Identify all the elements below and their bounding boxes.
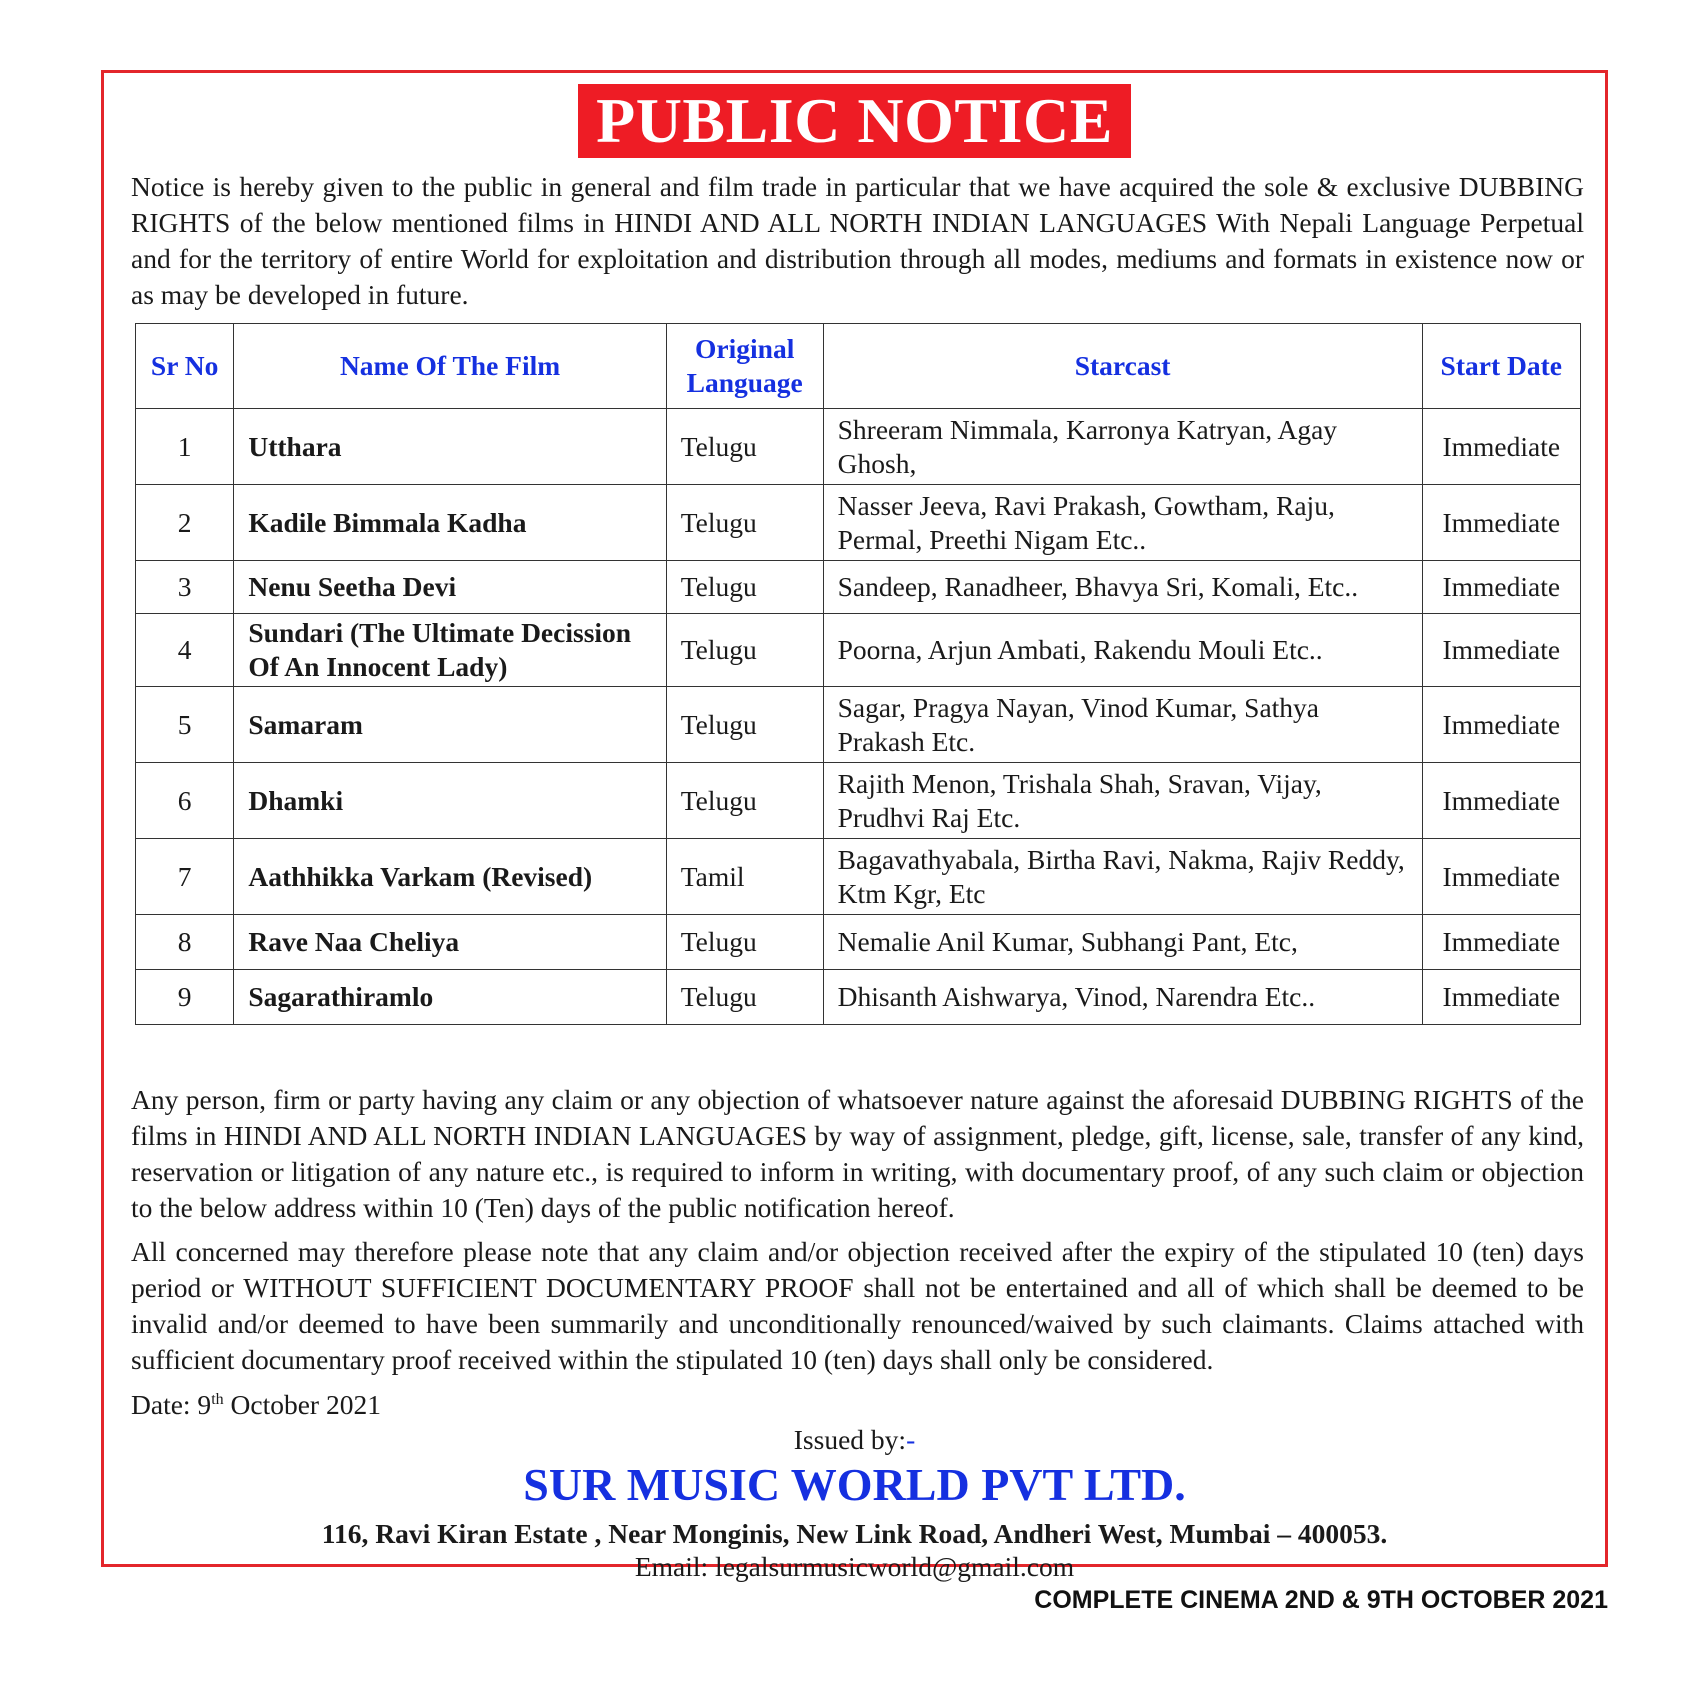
cell-film-name: Nenu Seetha Devi [234,561,666,614]
cell-sr-no: 2 [136,485,234,561]
cell-start-date: Immediate [1422,485,1581,561]
issued-by-label: Issued by: [793,1424,907,1455]
cell-starcast: Poorna, Arjun Ambati, Rakendu Mouli Etc.. [823,614,1422,687]
cell-language: Telugu [666,561,823,614]
table-row [136,970,1581,1025]
cell-sr-no: 3 [136,561,234,614]
cell-sr-no: 7 [136,839,234,915]
publication-footer: COMPLETE CINEMA 2ND & 9TH OCTOBER 2021 [1034,1586,1608,1614]
cell-starcast: Sandeep, Ranadheer, Bhavya Sri, Komali, Etc.. [823,561,1422,614]
cell-starcast: Dhisanth Aishwarya, Vinod, Narendra Etc.. [823,970,1422,1025]
cell-film-name: Sundari (The Ultimate Decission Of An Innocent Lady) [234,614,666,687]
cell-film-name: Dhamki [234,763,666,839]
cell-language: Telugu [666,763,823,839]
cell-film-name: Kadile Bimmala Kadha [234,485,666,561]
date-suffix: October 2021 [223,1389,381,1420]
cell-language: Telugu [666,409,823,485]
title-wrapper [104,84,1605,158]
table-header-row [136,324,1581,409]
header-film-name: Name Of The Film [234,324,666,409]
cell-start-date: Immediate [1422,763,1581,839]
cell-language: Tamil [666,839,823,915]
table-row [136,485,1581,561]
cell-language: Telugu [666,915,823,970]
cell-start-date: Immediate [1422,561,1581,614]
company-name: SUR MUSIC WORLD PVT LTD. [523,1459,1186,1510]
table-row [136,763,1581,839]
cell-film-name: Aathhikka Varkam (Revised) [234,839,666,915]
cell-starcast: Shreeram Nimmala, Karronya Katryan, Agay Ghosh, [823,409,1422,485]
table-row [136,839,1581,915]
header-starcast: Starcast [823,324,1422,409]
films-table [135,323,1581,1025]
company-email: Email: legalsurmusicworld@gmail.com [634,1551,1075,1582]
header-start-date: Start Date [1422,324,1581,409]
issued-by [104,1423,1605,1457]
cell-sr-no: 8 [136,915,234,970]
header-original-language [666,324,823,409]
cell-film-name: Rave Naa Cheliya [234,915,666,970]
table-row [136,409,1581,485]
cell-film-name: Sagarathiramlo [234,970,666,1025]
cell-starcast: Bagavathyabala, Birtha Ravi, Nakma, Rajiv Reddy, Ktm Kgr, Etc [823,839,1422,915]
cell-sr-no: 9 [136,970,234,1025]
objection-paragraph: Any person, firm or party having any claim or any objection of whatsoever nature against the aforesaid DUBBING RIGHTS of the films in HINDI AND ALL NORTH INDIAN LANGUAGES by way of assignment, pledge, gift, license, sale, transfer of any kind, reservation or litigation of any nature etc., is required to inform in writing, with documentary proof, of any such claim or objection to the below address within 10 (Ten) days of the public notification hereof. [131,1084,1584,1223]
cell-film-name: Samaram [234,687,666,763]
cell-language: Telugu [666,614,823,687]
cell-sr-no: 6 [136,763,234,839]
header-language-line2: Language [686,367,803,398]
cell-starcast: Nemalie Anil Kumar, Subhangi Pant, Etc, [823,915,1422,970]
cell-start-date: Immediate [1422,687,1581,763]
notice-frame [101,70,1608,1582]
cell-language: Telugu [666,970,823,1025]
cell-language: Telugu [666,485,823,561]
table-row [136,561,1581,614]
date-ordinal-suffix: th [211,1390,224,1408]
cell-sr-no: 4 [136,614,234,687]
date-prefix: Date: 9 [131,1389,212,1420]
header-sr-no: Sr No [136,324,234,409]
notice-date [131,1387,381,1423]
cell-sr-no: 5 [136,687,234,763]
notice-title: PUBLIC NOTICE [578,84,1131,158]
cell-starcast: Sagar, Pragya Nayan, Vinod Kumar, Sathya Prakash Etc. [823,687,1422,763]
cell-starcast: Nasser Jeeva, Ravi Prakash, Gowtham, Raju, Permal, Preethi Nigam Etc.. [823,485,1422,561]
cell-sr-no: 1 [136,409,234,485]
issued-by-dash: - [906,1424,916,1455]
cell-start-date: Immediate [1422,970,1581,1025]
cell-starcast: Rajith Menon, Trishala Shah, Sravan, Vijay, Prudhvi Raj Etc. [823,763,1422,839]
intro-paragraph: Notice is hereby given to the public in general and film trade in particular that we have acquired the sole & exclusive DUBBING RIGHTS of the below mentioned films in HINDI AND ALL NORTH INDIAN LANGUAGES With Nepali Language Perpetual and for the territory of entire World for exploitation and distribution through all modes, mediums and formats in existence now or as may be developed in future. [131,171,1584,310]
cell-start-date: Immediate [1422,614,1581,687]
table-row [136,687,1581,763]
table-row [136,915,1581,970]
cell-language: Telugu [666,687,823,763]
company-address: 116, Ravi Kiran Estate , Near Monginis, New Link Road, Andheri West, Mumbai – 400053. [321,1518,1388,1549]
table-row [136,614,1581,687]
header-language-line1: Original [695,333,795,364]
cell-start-date: Immediate [1422,409,1581,485]
cell-film-name: Utthara [234,409,666,485]
cell-start-date: Immediate [1422,839,1581,915]
concerned-paragraph: All concerned may therefore please note that any claim and/or objection received after the expiry of the stipulated 10 (ten) days period or WITHOUT SUFFICIENT DOCUMENTARY PROOF shall not be entertained and all of which shall be deemed to be invalid and/or deemed to have been summarily and unconditionally renounced/waived by such claimants. Claims attached with sufficient documentary proof received within the stipulated 10 (ten) days shall only be considered. [131,1236,1584,1375]
cell-start-date: Immediate [1422,915,1581,970]
